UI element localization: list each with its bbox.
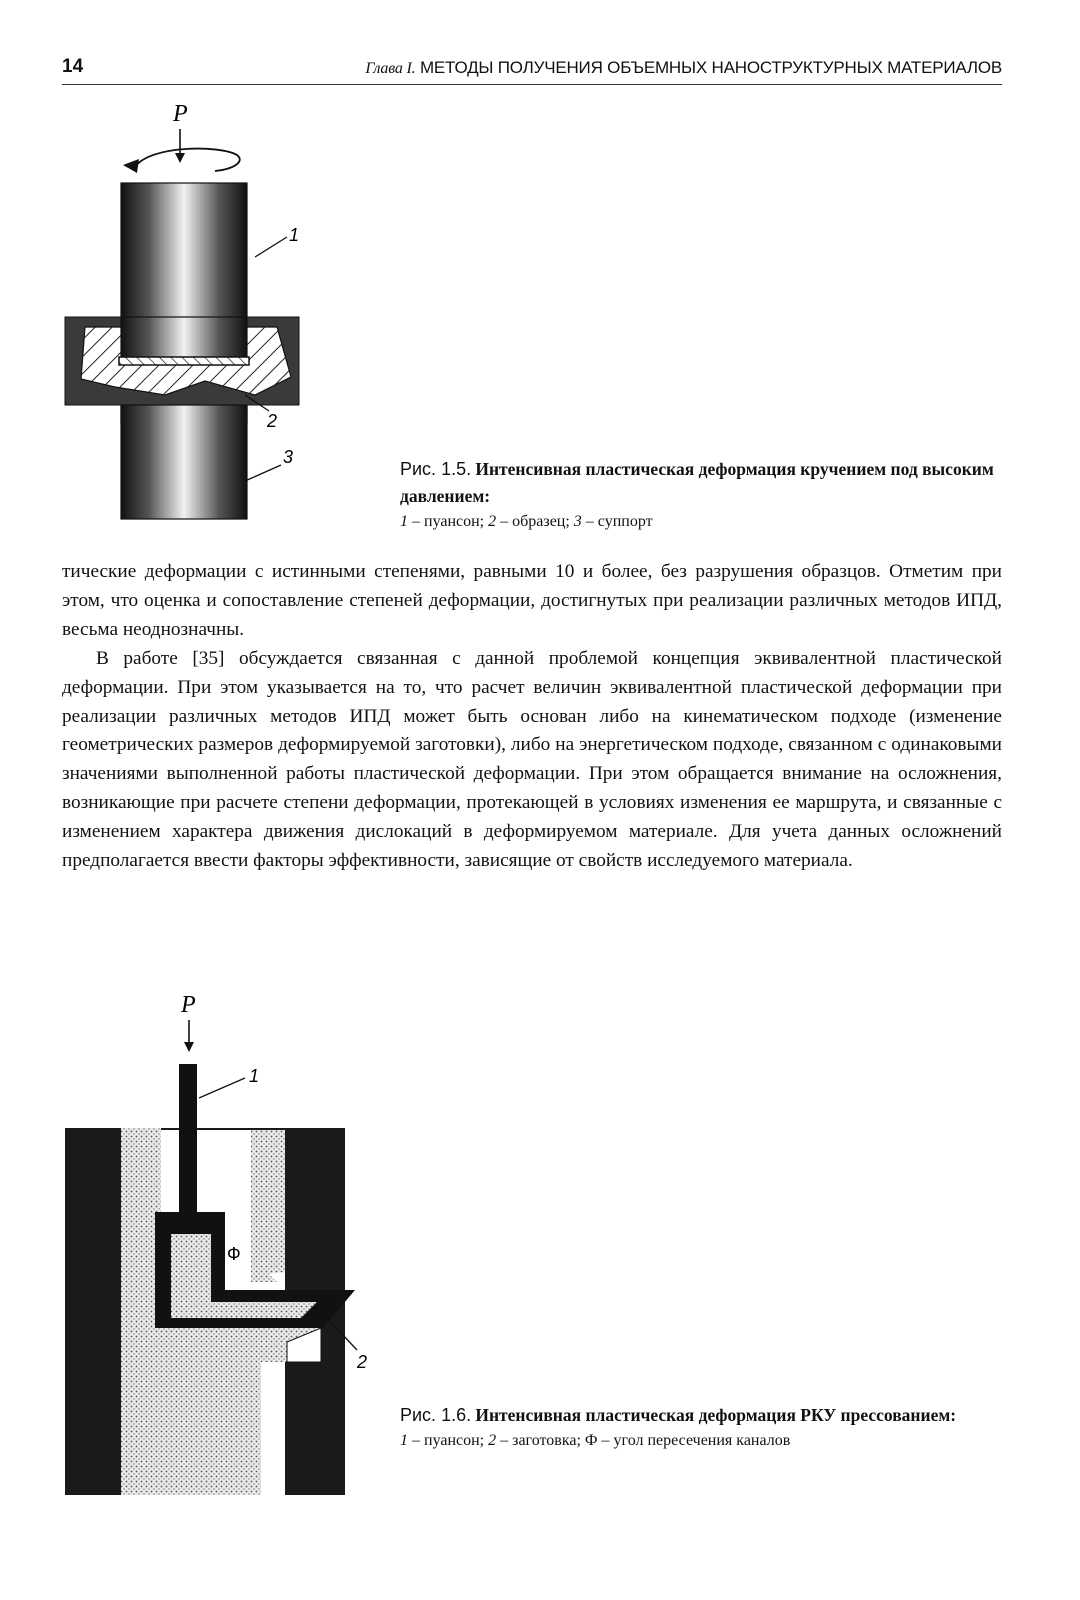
chapter-label: Глава I. — [365, 60, 416, 77]
figure-1-5-caption — [400, 456, 1002, 534]
paragraph: тические деформации с истинными степенями, равными 10 и более, без разрушения образцов. Отметим при этом, что оценка и сопоставление степеней деформации, достигнутых при реализации различных методов ИПД, весьма неоднозначны. — [62, 561, 1002, 640]
force-label: P — [173, 101, 188, 127]
caption-title: Интенсивная пластическая деформация кручением под высоким давлением: — [400, 459, 994, 506]
label-2: 2 — [357, 1352, 368, 1372]
support — [121, 405, 247, 519]
sample — [119, 357, 249, 365]
running-header — [365, 58, 1002, 78]
rotation-arrow — [135, 149, 240, 171]
die-left — [65, 1128, 121, 1495]
label-1: 1 — [289, 225, 300, 245]
force-arrowhead — [175, 153, 185, 163]
paragraph: В работе [35] обсуждается связанная с данной проблемой концепция эквивалентной пластической деформации. При этом указывается на то, что расчет величин эквивалентной пластической деформации при реализации различных методов ИПД может быть основан либо на кинематическом подходе (изменение геометрических размеров деформируемой заготовки), либо на энергетическом подходе, связанном с одинаковыми значениями выполненной работы пластической деформации. При этом обращается внимание на осложнения, возникающие при расчете степени деформации, протекающей в условиях изменения ее маршрута, и связанные с изменением характера движения дислокаций в деформируемом материале. Для учета данных осложнений предполагается ввести факторы эффективности, зависящие от свойств исследуемого материала. — [62, 647, 1002, 872]
label-2: 2 — [267, 411, 278, 431]
angle-label: Ф — [227, 1244, 241, 1264]
caption-legend: 1 – пуансон; 2 – заготовка; Ф – угол пересечения каналов — [400, 1432, 791, 1449]
caption-number: Рис. 1.6. — [400, 1405, 472, 1425]
caption-number: Рис. 1.5. — [400, 459, 472, 479]
body-text — [62, 558, 1002, 876]
figure-1-5-diagram — [55, 95, 355, 530]
chapter-title: МЕТОДЫ ПОЛУЧЕНИЯ ОБЪЕМНЫХ НАНОСТРУКТУРНЫХ МАТЕРИАЛОВ — [419, 58, 1002, 77]
force-label: P — [181, 992, 196, 1018]
caption-title: Интенсивная пластическая деформация РКУ прессованием: — [475, 1405, 957, 1425]
page-number: 14 — [62, 56, 84, 77]
figure-1-6-diagram — [55, 990, 395, 1495]
label-3: 3 — [283, 447, 294, 467]
caption-legend: 1 – пуансон; 2 – образец; 3 – суппорт — [400, 513, 653, 530]
figure-1-6-caption — [400, 1402, 1002, 1453]
punch — [179, 1064, 197, 1214]
label-1: 1 — [249, 1066, 260, 1086]
header-rule — [62, 84, 1002, 85]
